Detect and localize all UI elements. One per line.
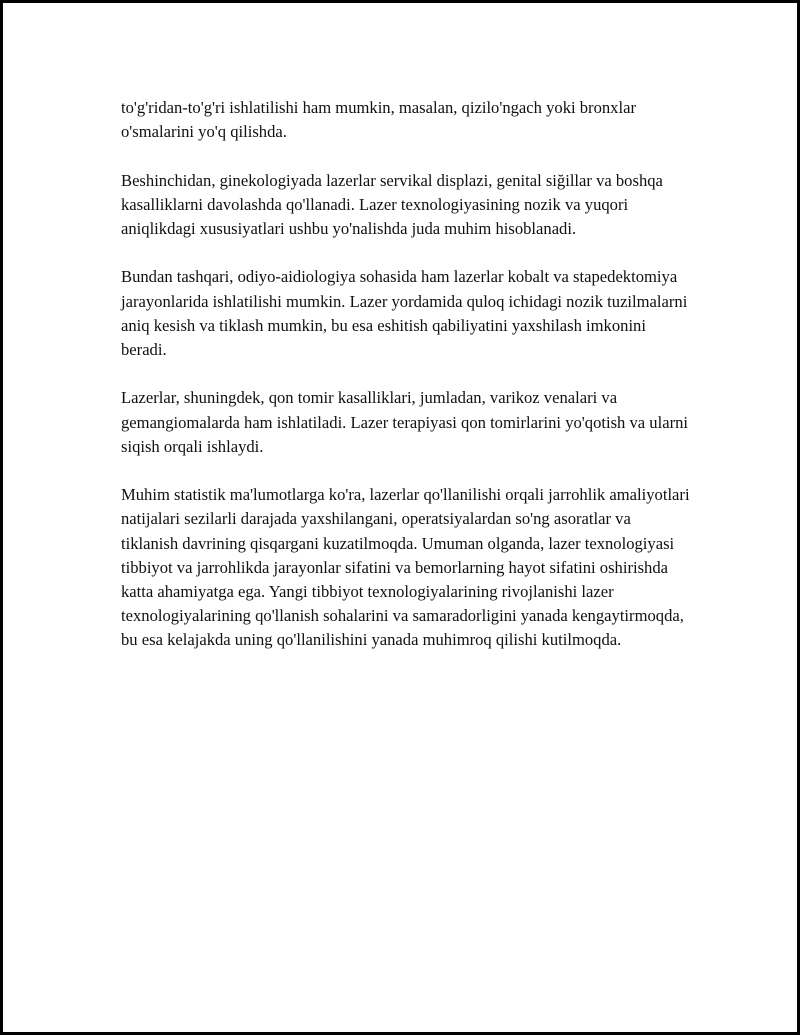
document-body — [121, 96, 691, 677]
paragraph-2: Beshinchidan, ginekologiyada lazerlar servikal displazi, genital siğillar va boshqa kasalliklarni davolashda qo'llanadi. Lazer texnologiyasining nozik va yuqori aniqlikdagi xususiyatlari ushbu yo'nalishda juda muhim hisoblanadi. — [121, 170, 663, 238]
paragraph-3: Bundan tashqari, odiyo-aidiologiya sohasida ham lazerlar kobalt va stapedektomiya jarayonlarida ishlatilishi mumkin. Lazer yordamida quloq ichidagi nozik tuzilmalarni aniq kesish va tiklash mumkin, bu esa eshitish qabiliyatini yaxshilash imkonini beradi. — [121, 267, 688, 359]
paragraph-5: Muhim statistik ma'lumotlarga ko'ra, lazerlar qo'llanilishi orqali jarrohlik amaliyotlari natijalari sezilarli darajada yaxshilangani, operatsiyalardan so'ng asoratlar va tiklanish davrining qisqargani kuzatilmoqda. Umuman olganda, lazer texnologiyasi tibbiyot va jarrohlikda jarayonlar sifatini va bemorlarning hayot sifatini oshirishda katta ahamiyatga ega. Yangi tibbiyot texnologiyalarining rivojlanishi lazer texnologiyalarining qo'llanish sohalarini va samaradorligini yanada kengaytirmoqda, bu esa kelajakda uning qo'llanilishini yanada muhimroq qilishi kutilmoqda. — [121, 485, 690, 650]
paragraph-4: Lazerlar, shuningdek, qon tomir kasalliklari, jumladan, varikoz venalari va gemangiomalarda ham ishlatiladi. Lazer terapiyasi qon tomirlarini yo'qotish va ularni siqish orqali ishlaydi. — [121, 388, 689, 456]
paragraph-1: to'g'ridan-to'g'ri ishlatilishi ham mumkin, masalan, qizilo'ngach yoki bronxlar o'smalarini yo'q qilishda. — [121, 98, 636, 142]
